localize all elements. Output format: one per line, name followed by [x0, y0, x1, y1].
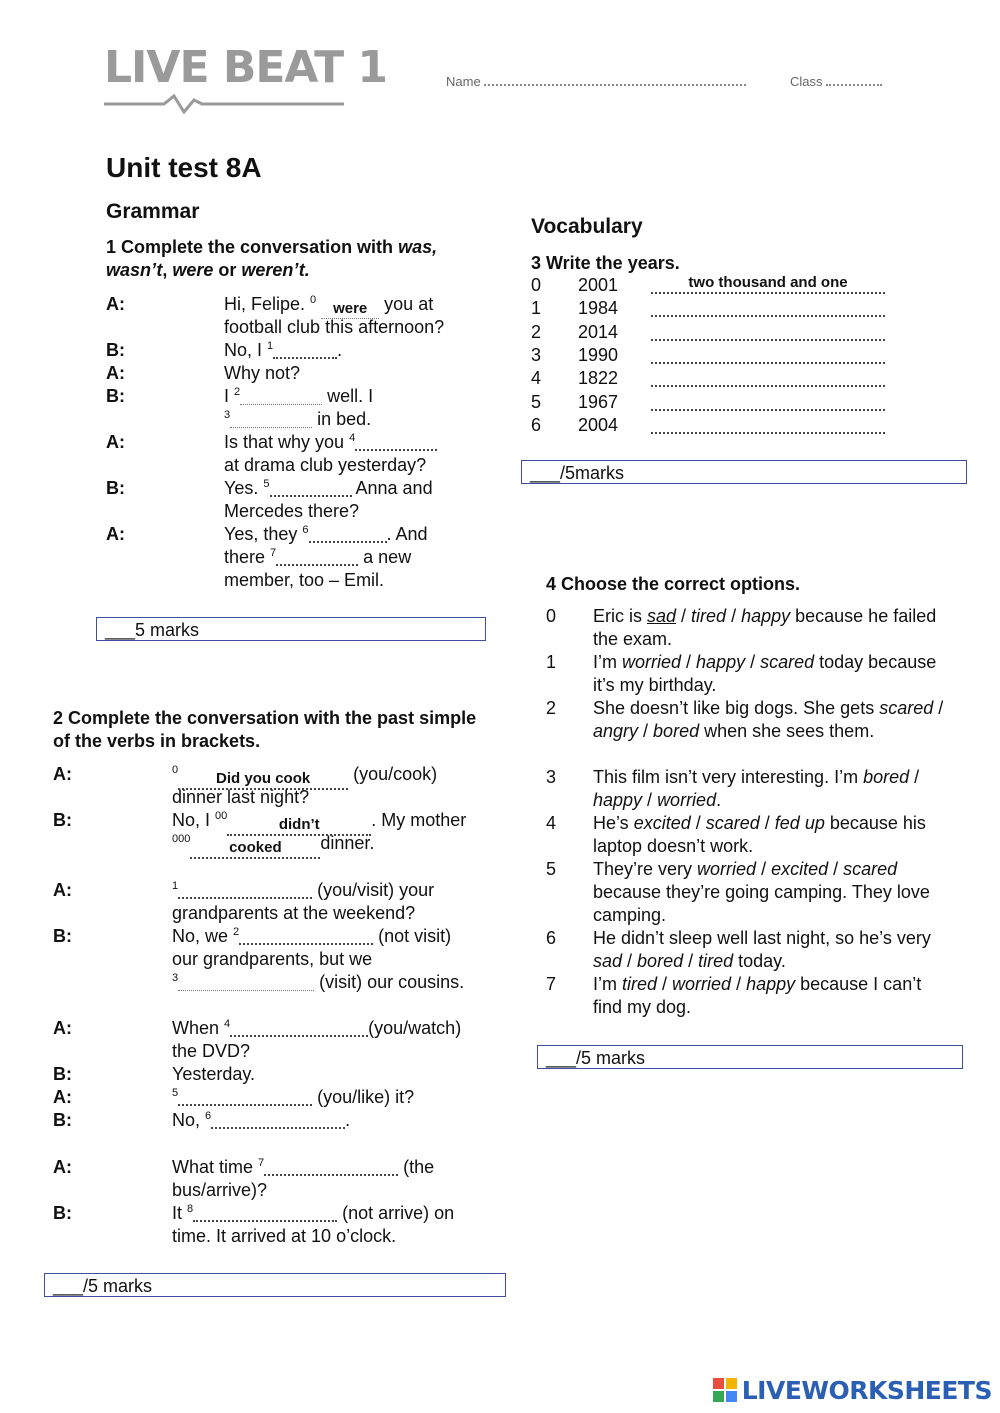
- ex4-instruction: 4 Choose the correct options.: [546, 574, 801, 594]
- ex4-option[interactable]: worried: [697, 859, 757, 879]
- ex2-answer-1[interactable]: [178, 879, 312, 899]
- ex4-item-text: He’s excited / scared / fed up because his laptop doesn’t work.: [593, 813, 926, 856]
- ex4-option[interactable]: scared: [705, 813, 760, 833]
- ex1-answer-2[interactable]: [240, 386, 322, 405]
- liveworksheets-icon: [712, 1377, 738, 1403]
- ex4-option[interactable]: bored: [637, 951, 684, 971]
- ex2-answer-3[interactable]: [178, 972, 314, 991]
- ex4-option[interactable]: bored: [653, 721, 700, 741]
- ex3-list: [531, 274, 891, 439]
- ex4-marks-box[interactable]: ___/5 marks: [537, 1045, 963, 1069]
- ex4-option[interactable]: bored: [863, 767, 910, 787]
- ex3-item: [531, 367, 891, 390]
- class-field: [790, 74, 882, 89]
- ex4-item-text: They’re very worried / excited / scared because they’re going camping. They love camping.: [593, 859, 930, 925]
- ex4-option[interactable]: tired: [622, 974, 658, 994]
- name-label: Name: [446, 74, 481, 89]
- ex3-item-answer[interactable]: [651, 321, 885, 341]
- ex2-answer-000[interactable]: cooked: [190, 839, 320, 859]
- ex4-item-text: She doesn’t like big dogs. She gets scared / angry / bored when she sees them.: [593, 698, 944, 741]
- ex1-answer-0[interactable]: were: [321, 300, 379, 319]
- ex3-item-year: 1990: [578, 344, 619, 365]
- ex4-item-number: 7: [546, 974, 557, 994]
- ex3-item-answer[interactable]: two thousand and one: [651, 274, 885, 294]
- ex4-option[interactable]: worried: [672, 974, 732, 994]
- ex3-item-year: 2014: [578, 321, 619, 342]
- liveworksheets-logo: [712, 1375, 992, 1405]
- ex3-marks-box[interactable]: ___/5marks: [521, 460, 967, 484]
- ex3-item-answer[interactable]: [651, 367, 885, 387]
- ex3-item-year: 2004: [578, 414, 619, 435]
- ex2-answer-00[interactable]: didn’t: [227, 816, 371, 836]
- ex4-item-text: This film isn’t very interesting. I’m bored / happy / worried.: [593, 767, 920, 810]
- ex4-option[interactable]: fed up: [774, 813, 825, 833]
- ex4-option[interactable]: tired: [698, 951, 734, 971]
- ex4-option[interactable]: happy: [696, 652, 746, 672]
- ex4-option[interactable]: sad: [647, 606, 677, 626]
- ex3-item-number: 6: [531, 414, 542, 435]
- ex4-option[interactable]: worried: [657, 790, 717, 810]
- ex3-item: [531, 321, 891, 344]
- liveworksheets-text: LIVEWORKSHEETS: [741, 1375, 992, 1405]
- ex2-answer-4[interactable]: [230, 1017, 368, 1037]
- logo-text: LIVE BEAT 1: [104, 42, 388, 93]
- ex4-item-number: 0: [546, 606, 557, 626]
- ex3-item-answer[interactable]: [651, 414, 885, 434]
- ex3-item-number: 1: [531, 298, 542, 319]
- ex2-dialogue: A: $^0$ Did you cook (you/cook) dinner last night? B: No, I $^{00}$ didn’t . My mother $^{000}$ cooked dinner. A: $^1$ (you/visit) your grandparents at the weekend? B: No, we $^2$ (not visit) our grandparents, but we $^3$ (visit) our cousins. A: When $^4$ (you/watch) the DVD? B: Yesterday. A: $^5$ (you/like) it? B: No, $^6$ . A: What time $^7$ (the bus/arrive)? B: It $^8$ (not arrive) on time. It arrived at 10 o’clock.: [53, 764, 467, 1246]
- ex1-answer-4[interactable]: [355, 431, 437, 451]
- ex4-option[interactable]: happy: [593, 790, 643, 810]
- ex4-item-text: Eric is sad / tired / happy because he failed the exam.: [593, 606, 937, 649]
- ex4-option[interactable]: scared: [879, 698, 934, 718]
- ex4-item-number: 6: [546, 928, 557, 948]
- ex4-option[interactable]: worried: [622, 652, 682, 672]
- page-title: Unit test 8A: [106, 152, 262, 183]
- ex3-item-number: 5: [531, 391, 542, 412]
- ex3-item-number: 3: [531, 344, 542, 365]
- ex3-item-number: 2: [531, 321, 542, 342]
- ex4-option[interactable]: angry: [593, 721, 639, 741]
- ex1-marks-box[interactable]: ___5 marks: [96, 617, 486, 641]
- ex3-item-year: 1822: [578, 368, 619, 389]
- ex3-item: [531, 391, 891, 414]
- ex3-item-answer[interactable]: [651, 344, 885, 364]
- ex2-answer-6[interactable]: [211, 1109, 345, 1129]
- heartbeat-line-icon: [104, 92, 344, 114]
- vocabulary-heading: Vocabulary: [531, 215, 643, 238]
- class-input-line[interactable]: [826, 74, 882, 86]
- ex2-answer-2[interactable]: [239, 925, 373, 945]
- ex4-item-number: 5: [546, 859, 557, 879]
- ex1-instruction: 1 Complete the conversation with was, wasn’t, were or weren’t.: [106, 237, 438, 280]
- ex1-answer-3[interactable]: [230, 409, 312, 428]
- ex3-instruction: 3 Write the years.: [531, 253, 680, 273]
- ex4-option[interactable]: excited: [771, 859, 829, 879]
- ex4-item-text: I’m worried / happy / scared today because it’s my birthday.: [593, 652, 937, 695]
- livebeat-logo: [104, 42, 394, 114]
- ex4-option[interactable]: scared: [760, 652, 815, 672]
- grammar-heading: Grammar: [106, 200, 200, 223]
- ex2-instruction: 2 Complete the conversation with the past simple of the verbs in brackets.: [53, 708, 477, 751]
- ex1-answer-5[interactable]: [270, 477, 352, 497]
- ex3-item: [531, 414, 891, 437]
- ex3-item-number: 4: [531, 368, 542, 389]
- ex2-answer-7[interactable]: [264, 1156, 398, 1176]
- ex4-option[interactable]: happy: [741, 606, 791, 626]
- ex4-item-number: 2: [546, 698, 557, 718]
- class-label: Class: [790, 74, 823, 89]
- ex3-item: [531, 344, 891, 367]
- ex3-item: [531, 274, 891, 297]
- ex2-answer-5[interactable]: [178, 1086, 312, 1106]
- ex3-item-answer[interactable]: [651, 297, 885, 317]
- ex1-dialogue: A: Hi, Felipe. $^0$ were you at football club this afternoon? B: No, I $^1$ . A: Why not? B: I $^2$ well. I $^3$ in bed. A: Is that why you $^4$ at drama club yesterday? B: Yes. $^5$ Anna and Mercedes there? A: Yes, they $^6$ . And there $^7$ a new member, too – Emil.: [106, 294, 445, 590]
- ex4-option[interactable]: happy: [746, 974, 796, 994]
- ex4-item-number: 3: [546, 767, 557, 787]
- ex3-item-year: 1967: [578, 391, 619, 412]
- ex2-answer-8[interactable]: [193, 1202, 337, 1222]
- ex4-item-text: I’m tired / worried / happy because I can’t find my dog.: [593, 974, 922, 1017]
- ex4-list: [546, 605, 956, 1025]
- ex1-answer-1[interactable]: [273, 339, 337, 359]
- ex4-option[interactable]: tired: [691, 606, 727, 626]
- ex3-item-year: 2001: [578, 275, 619, 295]
- ex4-option[interactable]: sad: [593, 951, 623, 971]
- ex2-answer-0[interactable]: Did you cook: [178, 770, 348, 790]
- ex3-item-answer[interactable]: [651, 391, 885, 411]
- ex3-item-year: 1984: [578, 298, 619, 319]
- ex3-item-number: 0: [531, 275, 542, 295]
- ex4-option[interactable]: excited: [633, 813, 691, 833]
- ex2-marks-box[interactable]: ___/5 marks: [44, 1273, 506, 1297]
- ex1-answer-6[interactable]: [309, 523, 387, 543]
- ex1-answer-7[interactable]: [276, 546, 358, 566]
- name-input-line[interactable]: [484, 74, 746, 86]
- name-field: [446, 74, 746, 89]
- ex4-item-text: He didn’t sleep well last night, so he’s very sad / bored / tired today.: [593, 928, 931, 971]
- ex4-item-number: 4: [546, 813, 557, 833]
- ex4-item-number: 1: [546, 652, 557, 672]
- ex4-option[interactable]: scared: [843, 859, 898, 879]
- ex3-item: [531, 297, 891, 320]
